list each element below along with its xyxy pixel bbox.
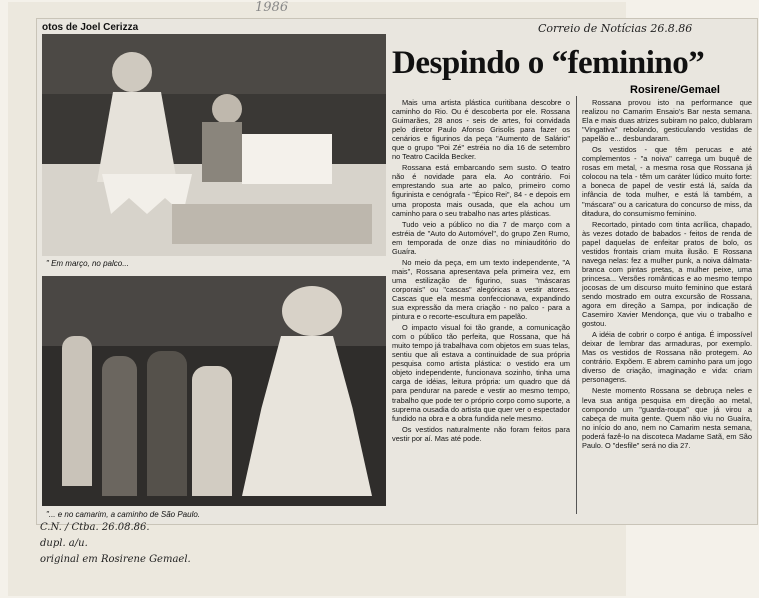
photo-credit: otos de Joel Cerizza bbox=[42, 22, 139, 33]
paragraph: Mais uma artista plástica curitibana descobre o caminho do Rio. Ou é descoberta por ele. Rossana Guimarães, 28 anos - seis de artes, foi convidada pelo diretor Paulo Afonso Grisolis para fazer os cenários e figurinos da peça "Aumento de Salário" que o grupo "Poi Zé" estréia no dia 16 de setembro no Teatro Cacilda Becker. bbox=[392, 98, 570, 162]
handwritten-note-3: original em Rosirene Gemael. bbox=[40, 554, 191, 565]
paragraph: Recortado, pintado com tinta acrílica, chapado, às vezes dotado de babados - feitos de renda de papel daquelas de enfeitar pratos de bolo, os vestidos frontais criam muita ilusão. E Rossana navega nelas: fez a mulher punk, a noiva dálmata-branca com pintas pretas, a mulher peixe, uma princesa... Versões românticas e ao mesmo tempo jocosas de um discurso muito feminino que estará sendo mostrado em outra excursão de Rossana, agora em direção a Sampa, por indicação de Casemiro Xavier Mendonça, que viu o trabalho e gostou. bbox=[582, 219, 752, 329]
handwritten-year: 1986 bbox=[255, 0, 289, 15]
handwritten-note-1: C.N. / Ctba. 26.08.86. bbox=[40, 522, 150, 533]
paragraph: Os vestidos naturalmente não foram feitos para vestir por aí. Mas até pode. bbox=[392, 424, 570, 443]
paragraph: O impacto visual foi tão grande, a comunicação com o público tão perfeita, que Rossana, que há muito tempo já trabalhava com objetos em suas telas, sentiu que ali estava a continuidade de sua própria pesquisa como artista plástica: o vestido era um objeto independente, funcionava sozinho, tinha uma carga de idéias, leitura própria: um quadro que dá para pendurar na parede e vestir ao mesmo tempo, trabalho que pode ter o próprio corpo como suporte, a suprema ousadia do artista que quer ver o espectador fundido na obra e a obra fundida nele mesmo. bbox=[392, 323, 570, 423]
handwritten-note-2: dupl. a/u. bbox=[40, 538, 88, 549]
stage-photo bbox=[42, 34, 386, 256]
paragraph: Os vestidos - que têm perucas e até complementos - "a noiva" carrega um buquê de rosas em metal, - a mesma rosa que Rossana já colocou na tela - têm um caráter lúdico muito forte: a boneca de papel de vestir está lá, saída da infância de toda mulher, e está lá também, a "máscara" ou a caricatura do concurso de miss, da ditadura, do consumismo feminino. bbox=[582, 145, 752, 218]
paragraph: Tudo veio a público no dia 7 de março com a estréia de "Auto do Automóvel", do grupo Zen Rumo, em temporada de onze dias no miniauditório do Guaíra. bbox=[392, 219, 570, 256]
paragraph: No meio da peça, em um texto independente, "A mais", Rossana apresentava pela primeira vez, em uma estilização de figurino, suas "máscaras corporais" ou "cascas" alegóricas a vestir atores. Cascas que ela mesma confeccionava, expandindo sua expressão da mera criação - no palco - para a pintura e o recorte-escultura em papelão. bbox=[392, 257, 570, 322]
paragraph: Rossana provou isto na performance que realizou no Camarim Ensaio's Bar nesta semana. Ela e mais duas atrizes subiram no palco, dublaram "Vingativa" rebolando, gesticulando vestidas de papelão e... desbundaram. bbox=[582, 98, 752, 144]
column-divider bbox=[576, 96, 577, 514]
article-byline: Rosirene/Gemael bbox=[630, 84, 720, 96]
column-middle bbox=[392, 98, 570, 516]
paragraph: A idéia de cobrir o corpo é antiga. É impossível deixar de lembrar das armaduras, por exemplo. Mas os vestidos de Rossana não protegem. Ao contrário. Expõem. E abrem caminho para um jogo diverso de criação, imaginação e vida: criam personagens. bbox=[582, 330, 752, 385]
photo-caption-2: "... e no camarim, a caminho de São Paulo. bbox=[46, 510, 201, 519]
column-right bbox=[582, 98, 752, 516]
photo-caption-1: " Em março, no palco... bbox=[46, 259, 129, 268]
paragraph: Rossana está embarcando sem susto. O teatro não é novidade para ela. Ao contrário. Foi emprestando sua arte ao palco, primeiro como figurinista e cenógrafa - "Épico Rei", 84 - e depois em uma proposta mais ousada, que ela achou um caminho para o seu trabalho nas artes plásticas. bbox=[392, 163, 570, 218]
dressing-room-photo bbox=[42, 276, 386, 506]
paragraph: Neste momento Rossana se debruça neles e leva sua antiga pesquisa em direção ao metal, compondo um "guarda-roupa" que já virou a cabeça de muita gente. Quem não viu no Guaíra, no início do ano, nem no Camarim nesta semana, poderá fazê-lo na discoteca Madame Satã, em São Paulo. O "desfile" será no dia 27. bbox=[582, 386, 752, 450]
handwritten-source: Correio de Notícias 26.8.86 bbox=[538, 22, 693, 35]
article-headline: Despindo o “feminino” bbox=[392, 45, 705, 81]
